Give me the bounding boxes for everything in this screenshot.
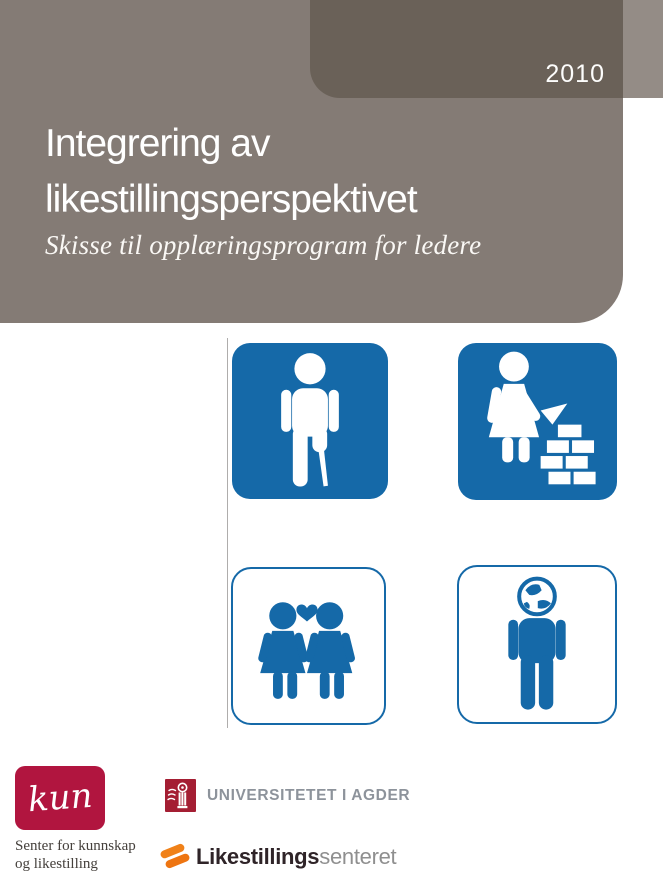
lik-name-bold: Likestillings (196, 843, 320, 869)
uia-logo (165, 779, 410, 812)
likestillingssenteret-logo (160, 843, 396, 870)
kun-wordmark: kun (26, 775, 94, 821)
header-right-strip (623, 0, 663, 98)
title-line1: Integrering av (45, 122, 270, 165)
uia-name: UNIVERSITETET I AGDER (207, 786, 411, 804)
likestillingssenteret-name (196, 844, 396, 870)
tile-female-couple (231, 567, 386, 725)
kun-logo (15, 766, 105, 830)
title-line2: likestillingsperspektivet (45, 178, 417, 221)
year-label: 2010 (545, 60, 605, 88)
woman-bricklayer-icon (458, 343, 617, 500)
kun-caption-line1: Senter for kunnskap (15, 838, 136, 854)
uia-column-emblem-icon (165, 779, 196, 812)
man-with-prosthetic-leg-icon (232, 343, 388, 499)
orange-double-bar-icon (160, 843, 190, 870)
man-with-globe-head-icon (459, 567, 615, 722)
kun-caption-line2: og likestilling (15, 856, 98, 872)
tile-woman-bricklayer (458, 343, 617, 500)
kun-caption (15, 837, 136, 873)
tile-disability (232, 343, 388, 499)
year-band (310, 0, 623, 98)
female-couple-heart-icon (233, 569, 384, 723)
tile-grid-hairline (227, 338, 228, 728)
lik-name-light: senteret (319, 843, 397, 869)
tile-global-man (457, 565, 617, 724)
page-subtitle: Skisse til opplæringsprogram for ledere (45, 230, 482, 260)
page-title (45, 116, 605, 228)
